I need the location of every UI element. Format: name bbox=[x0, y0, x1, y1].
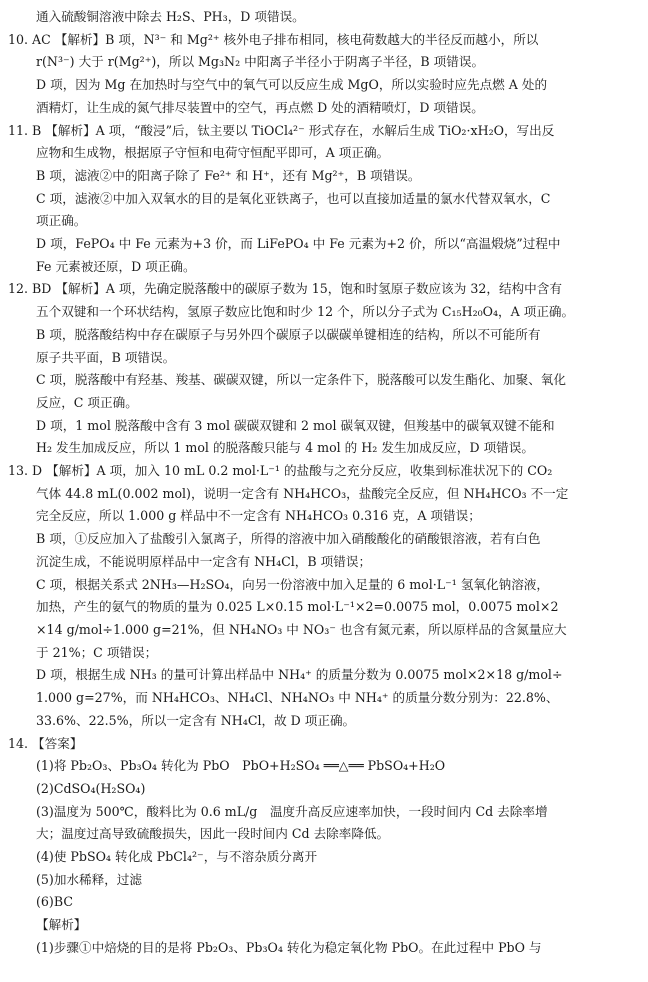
text-line: 通入硫酸铜溶液中除去 H₂S、PH₃，D 项错误。 bbox=[36, 9, 305, 24]
text-line: ×14 g/mol÷1.000 g=21%，但 NH₄NO₃ 中 NO₃⁻ 也含有氮元素，所以原样品的含氮量应大 bbox=[36, 621, 567, 637]
text-line: 项正确。 bbox=[36, 213, 87, 229]
text-line: 五个双键和一个环状结构，氢原子数应比饱和时少 12 个，所以分子式为 C₁₅H₂₀O₄，A 项正确。 bbox=[36, 304, 575, 320]
text-line: 气体 44.8 mL(0.002 mol)，说明一定含有 NH₄HCO₃，盐酸完全反应，但 NH₄HCO₃ 不一定 bbox=[36, 485, 569, 501]
text-line: 11. B 【解析】A 项，“酸浸”后，钛主要以 TiOCl₄²⁻ 形式存在，水解后生成 TiO₂·xH₂O，写出反 bbox=[8, 122, 555, 138]
text-line: C 项，滤液②中加入双氧水的目的是氧化亚铁离子，也可以直接加适量的氯水代替双氧水，C bbox=[36, 190, 551, 206]
text-line: D 项，根据生成 NH₃ 的量可计算出样品中 NH₄⁺ 的质量分数为 0.0075 mol×2×18 g/mol÷ bbox=[36, 667, 563, 683]
text-line: 完全反应，所以 1.000 g 样品中不一定含有 NH₄HCO₃ 0.316 克，A 项错误； bbox=[36, 508, 481, 524]
text-line: 反应，C 项正确。 bbox=[36, 394, 138, 410]
text-line: C 项，根据关系式 2NH₃—H₂SO₄，向另一份溶液中加入足量的 6 mol·L⁻¹ 氢氧化钠溶液， bbox=[36, 576, 549, 592]
text-line: (4)使 PbSO₄ 转化成 PbCl₄²⁻，与不溶杂质分离开 bbox=[36, 849, 318, 865]
text-line: 1.000 g=27%，而 NH₄HCO₃、NH₄Cl、NH₄NO₃ 中 NH₄⁺ 的质量分数分别为：22.8%、 bbox=[36, 690, 559, 706]
text-line: B 项，脱落酸结构中存在碳原子与另外四个碳原子以碳碳单键相连的结构，所以不可能所有 bbox=[36, 326, 541, 342]
text-line: B 项，滤液②中的阳离子除了 Fe²⁺ 和 H⁺，还有 Mg²⁺，B 项错误。 bbox=[36, 167, 421, 183]
text-line: (3)温度为 500℃，酸料比为 0.6 mL/g 温度升高反应速率加快，一段时间内 Cd 去除率增 bbox=[36, 803, 548, 819]
text-line: 33.6%、22.5%，所以一定含有 NH₄Cl，故 D 项正确。 bbox=[36, 712, 356, 728]
text-line: 12. BD 【解析】A 项，先确定脱落酸中的碳原子数为 15，饱和时氢原子数应该为 32，结构中含有 bbox=[8, 281, 562, 297]
text-line: 大；温度过高导致硫酸损失，因此一段时间内 Cd 去除率降低。 bbox=[36, 826, 390, 842]
text-line: 13. D 【解析】A 项，加入 10 mL 0.2 mol·L⁻¹ 的盐酸与之充分反应，收集到标准状况下的 CO₂ bbox=[8, 463, 553, 479]
text-line: 14. 【答案】 bbox=[8, 735, 83, 751]
text-line: H₂ 发生加成反应，所以 1 mol 的脱落酸只能与 4 mol 的 H₂ 发生加成反应，D 项错误。 bbox=[36, 440, 534, 456]
text-line: B 项，①反应加入了盐酸引入氯离子，所得的溶液中加入硝酸酸化的硝酸银溶液，若有白色 bbox=[36, 531, 541, 547]
text-line: (6)BC bbox=[36, 894, 73, 910]
text-line: (5)加水稀释，过滤 bbox=[36, 871, 142, 887]
text-line: 原子共平面，B 项错误。 bbox=[36, 349, 176, 365]
text-line: 应物和生成物，根据原子守恒和电荷守恒配平即可，A 项正确。 bbox=[36, 145, 390, 161]
text-line: (1)将 Pb₂O₃、Pb₃O₄ 转化为 PbO PbO+H₂SO₄ ══△══ PbSO₄+H₂O bbox=[36, 758, 446, 774]
text-line: r(N³⁻) 大于 r(Mg²⁺)，所以 Mg₃N₂ 中阳离子半径小于阴离子半径，B 项错误。 bbox=[36, 54, 485, 70]
text-line: C 项，脱落酸中有羟基、羧基、碳碳双键，所以一定条件下，脱落酸可以发生酯化、加聚、氧化 bbox=[36, 372, 566, 388]
text-line: 【解析】 bbox=[36, 917, 87, 933]
text-line: 于 21%；C 项错误； bbox=[36, 644, 158, 660]
text-line: 酒精灯，让生成的氮气排尽装置中的空气，再点燃 D 处的酒精喷灯，D 项错误。 bbox=[36, 99, 484, 115]
text-line: 加热，产生的氨气的物质的量为 0.025 L×0.15 mol·L⁻¹×2=0.0075 mol，0.0075 mol×2 bbox=[36, 599, 559, 615]
text-line: Fe 元素被还原，D 项正确。 bbox=[36, 258, 196, 274]
text-line: (1)步骤①中焙烧的目的是将 Pb₂O₃、Pb₃O₄ 转化为稳定氧化物 PbO。在此过程中 PbO 与 bbox=[36, 939, 542, 955]
text-line: (2)CdSO₄(H₂SO₄) bbox=[36, 780, 146, 796]
text-line: 沉淀生成，不能说明原样品中一定含有 NH₄Cl，B 项错误； bbox=[36, 553, 372, 569]
text-line: D 项，因为 Mg 在加热时与空气中的氧气可以反应生成 MgO，所以实验时应先点燃 A 处的 bbox=[36, 77, 548, 93]
text-line: D 项，FePO₄ 中 Fe 元素为+3 价，而 LiFePO₄ 中 Fe 元素为+2 价，所以“高温煅烧”过程中 bbox=[36, 236, 561, 252]
text-line: D 项，1 mol 脱落酸中含有 3 mol 碳碳双键和 2 mol 碳氧双键，但羧基中的碳氧双键不能和 bbox=[36, 417, 555, 433]
text-line: 10. AC 【解析】B 项，N³⁻ 和 Mg²⁺ 核外电子排布相同，核电荷数越大的半径反而越小，所以 bbox=[8, 31, 539, 47]
